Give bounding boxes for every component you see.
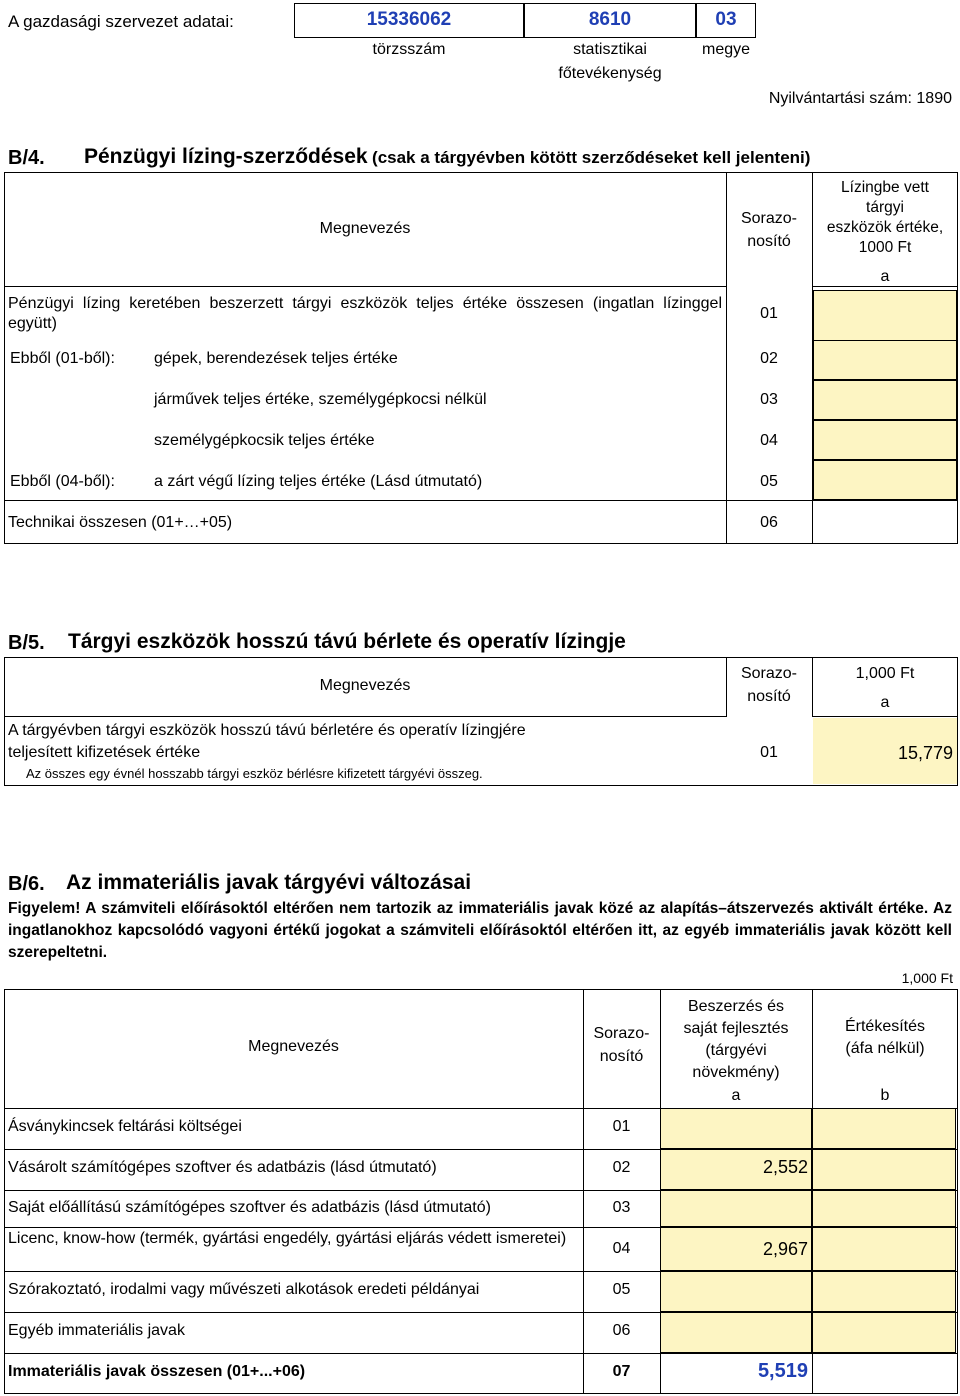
b6-input-03-a[interactable] — [660, 1190, 812, 1227]
megye-value: 03 — [715, 9, 737, 30]
b6-input-06-b[interactable] — [812, 1312, 956, 1353]
b6-letter-b: b — [880, 1087, 890, 1104]
b6-col-sorazonosito: Sorazo- — [593, 1025, 650, 1042]
b4-col-sorazonosito: Sorazo- — [740, 210, 798, 227]
b4-row-03-code: 03 — [760, 391, 778, 408]
b4-row-05-label: a zárt végű lízing teljes értéke (Lásd útmutató) — [154, 473, 483, 490]
b6-row-03-code: 03 — [612, 1199, 631, 1216]
b6-input-06-a[interactable] — [660, 1312, 812, 1353]
b4-col-value-3: eszközök értéke, — [826, 219, 944, 236]
torzsszam-label: törzsszám — [372, 41, 446, 58]
b6-col-a-header — [660, 996, 812, 1084]
b6-col-a-4: növekmény) — [692, 1064, 780, 1081]
statisztikai-label-2: főtevékenység — [558, 65, 662, 82]
b4-input-04[interactable] — [813, 420, 957, 460]
megye-label: megye — [701, 41, 751, 58]
b5-code: B/5. — [8, 632, 45, 654]
b6-letter-a: a — [731, 1087, 741, 1104]
b5-col-unit: 1,000 Ft — [855, 665, 915, 682]
b4-row-04-code: 04 — [760, 432, 778, 449]
b6-row-03-label: Saját előállítású számítógépes szoftver és adatbázis (lásd útmutató) — [8, 1199, 491, 1216]
b6-col-a-1: Beszerzés és — [687, 998, 785, 1015]
b6-row-07-code: 07 — [612, 1363, 631, 1380]
b4-row-02-prefix: Ebből (01-ből): — [10, 350, 115, 367]
b6-row-06-code: 06 — [612, 1322, 631, 1339]
b6-row-06-label: Egyéb immateriális javak — [8, 1322, 185, 1339]
b6-input-02-b[interactable] — [812, 1149, 956, 1190]
b6-input-03-b[interactable] — [812, 1190, 956, 1227]
b5-row-note: Az összes egy évnél hosszabb tárgyi eszköz bérlésre kifizetett tárgyévi összeg. — [26, 766, 483, 781]
b4-row-06-label: Technikai összesen (01+…+05) — [8, 514, 233, 531]
nyilvantartasi-szam: Nyilvántartási szám: 1890 — [768, 90, 952, 107]
org-label: A gazdasági szervezet adatai: — [8, 12, 234, 31]
b6-row-05-label: Szórakoztató, irodalmi vagy művészeti alkotások eredeti példányai — [8, 1281, 480, 1298]
b4-input-02[interactable] — [813, 340, 957, 380]
b5-row-label-2: teljesített kifizetések értéke — [8, 744, 201, 761]
b6-row-04-code: 04 — [612, 1240, 631, 1257]
b6-row-04-value-a[interactable]: 2,967 — [762, 1239, 808, 1259]
b4-col-value-1: Lízingbe vett — [841, 179, 929, 196]
b4-title: Pénzügyi lízing-szerződések — [84, 145, 368, 168]
b6-row-01-code: 01 — [612, 1118, 631, 1135]
b6-row-01-label: Ásványkincsek feltárási költségei — [8, 1118, 242, 1135]
b4-code: B/4. — [8, 147, 45, 169]
b4-col-letter: a — [880, 268, 890, 285]
b4-col-sorazonosito-2: nosító — [747, 233, 791, 250]
b4-subtitle: (csak a tárgyévben kötött szerződéseket kell jelenteni) — [372, 148, 811, 167]
b6-row-07-label: Immateriális javak összesen (01+...+06) — [8, 1363, 306, 1380]
b6-col-a-2: saját fejlesztés — [683, 1020, 789, 1037]
b4-col-value-4: 1000 Ft — [858, 239, 912, 256]
b6-col-b-1: Értékesítés — [844, 1018, 926, 1035]
b6-input-01-a[interactable] — [660, 1108, 812, 1149]
b4-row-02-label: gépek, berendezések teljes értéke — [154, 350, 398, 367]
b4-input-03[interactable] — [813, 380, 957, 420]
b6-row-07-value-a: 5,519 — [757, 1360, 808, 1382]
b4-row-01-code: 01 — [760, 305, 778, 322]
b6-row-05-code: 05 — [612, 1281, 631, 1298]
b5-title: Tárgyi eszközök hosszú távú bérlete és operatív lízingje — [68, 630, 626, 653]
statisztikai-value: 8610 — [588, 9, 632, 30]
b6-title: Az immateriális javak tárgyévi változásai — [66, 871, 472, 894]
b4-row-02-code: 02 — [760, 350, 778, 367]
b5-col-letter: a — [880, 694, 890, 711]
b6-row-02-value-a[interactable]: 2,552 — [762, 1157, 808, 1177]
b5-row-value[interactable]: 15,779 — [897, 743, 953, 763]
b6-col-a-3: (tárgyévi — [705, 1042, 767, 1059]
b4-col-megnevezes: Megnevezés — [319, 220, 411, 237]
b4-row-05-prefix: Ebből (04-ből): — [10, 473, 115, 490]
b6-warning: Figyelem! A számviteli előírásoktól eltérően nem tartozik az immateriális javak közé az alapítás–átszervezés aktivált értéke. Az ingatlanokhoz kapcsolódó vagyoni értékű jogokat a számviteli előírásoktól eltérően itt, az egyéb immateriális javak között kell szerepeltetni. — [8, 900, 952, 961]
b5-row-label-1: A tárgyévben tárgyi eszközök hosszú távú bérletére és operatív lízingjére — [8, 722, 526, 739]
b5-row-code: 01 — [760, 744, 778, 761]
b6-input-05-b[interactable] — [812, 1271, 956, 1312]
b6-row-02-code: 02 — [612, 1159, 631, 1176]
b6-input-05-a[interactable] — [660, 1271, 812, 1312]
b6-input-01-b[interactable] — [812, 1108, 956, 1149]
statisztikai-label: statisztikai — [573, 41, 647, 58]
b5-col-megnevezes: Megnevezés — [319, 677, 411, 694]
b6-unit: 1,000 Ft — [901, 970, 953, 986]
b5-col-sorazonosito: Sorazo- — [740, 665, 798, 682]
torzsszam-value: 15336062 — [366, 9, 452, 30]
b4-input-01[interactable] — [813, 290, 957, 342]
b6-col-b-2: (áfa nélkül) — [845, 1040, 925, 1057]
b4-col-value-2: tárgyi — [866, 199, 904, 216]
b4-input-05[interactable] — [813, 460, 957, 500]
b6-row-04-label: Licenc, know-how (termék, gyártási engedély, gyártási eljárás védett ismeretei) — [8, 1230, 567, 1247]
b6-row-02-label: Vásárolt számítógépes szoftver és adatbázis (lásd útmutató) — [8, 1159, 437, 1176]
b6-col-megnevezes: Megnevezés — [248, 1038, 339, 1055]
b4-row-05-code: 05 — [760, 473, 778, 490]
b4-title-line — [84, 145, 810, 169]
b4-row-03-label: járművek teljes értéke, személygépkocsi nélkül — [154, 391, 487, 408]
b6-col-sorazonosito-2: nosító — [599, 1048, 644, 1065]
b6-col-b-header — [812, 1016, 958, 1060]
b4-col-value-header — [812, 178, 958, 258]
b4-row-01-label: Pénzügyi lízing keretében beszerzett tárgyi eszközök teljes értéke összesen (ingatlan lízinggel együtt) — [8, 295, 722, 332]
b4-row-06-code: 06 — [760, 514, 778, 531]
b4-row-04-label: személygépkocsik teljes értéke — [154, 432, 375, 449]
b6-code: B/6. — [8, 873, 45, 895]
b6-input-04-b[interactable] — [812, 1227, 956, 1271]
b5-col-sorazonosito-2: nosító — [747, 688, 791, 705]
